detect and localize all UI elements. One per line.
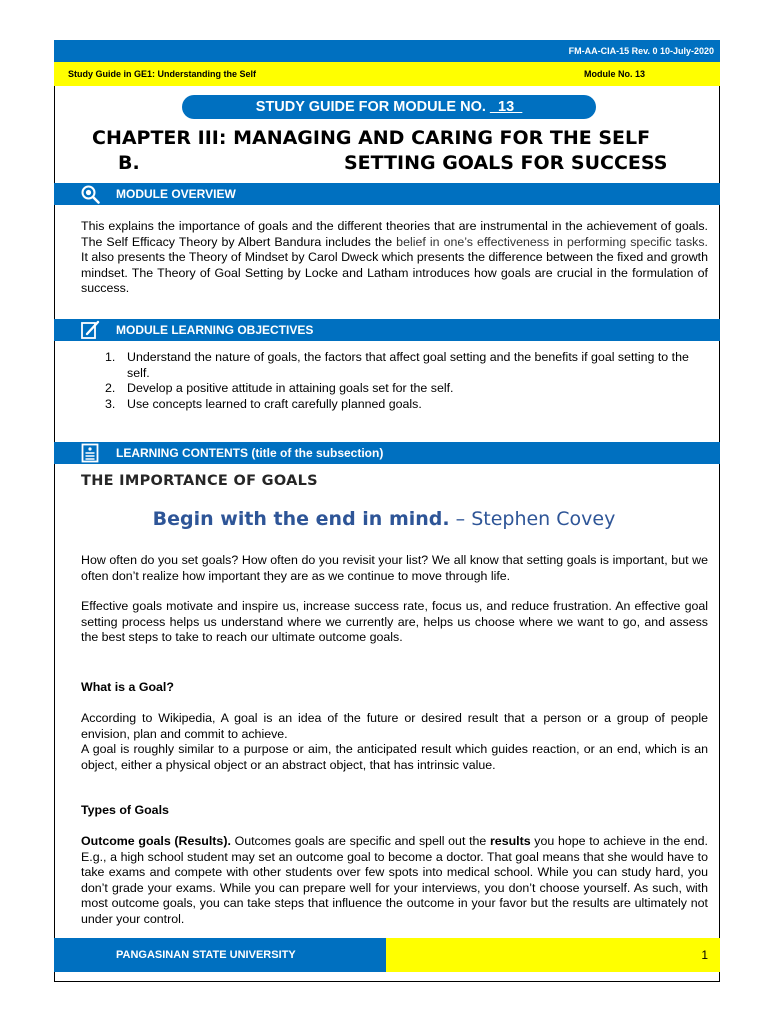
- paragraph-effective-goals: Effective goals motivate and inspire us, increase success rate, focus us, and reduce frustration. An effective goal setting process helps us understand where we currently are, helps us choose where we want to go, and assess the best steps to take to reach our ultimate outcome goals.: [81, 599, 708, 644]
- section-learning-objectives: [54, 319, 720, 341]
- objectives-list: [81, 350, 708, 412]
- pencil-edit-icon: [80, 320, 100, 340]
- section-module-overview: [54, 183, 720, 205]
- form-code-bar: [54, 40, 720, 62]
- overview-text-2: It also presents the Theory of Mindset by Carol Dweck which presents the difference between the fixed and growth mindset. The Theory of Goal Setting by Locke and Latham introduces how goals are crucial in the formulation of success.: [81, 250, 708, 295]
- what-is-goal-heading: What is a Goal?: [81, 680, 174, 694]
- overview-paragraph: [81, 219, 708, 297]
- module-number: Module No. 13: [584, 69, 646, 79]
- outcome-bold: results: [489, 834, 531, 848]
- course-bar: [54, 62, 720, 86]
- list-text: Use concepts learned to craft carefully planned goals.: [127, 396, 422, 411]
- list-number: 1.: [105, 350, 116, 364]
- types-of-goals-heading: Types of Goals: [81, 803, 169, 817]
- paragraph-wikipedia: According to Wikipedia, A goal is an idea of the future or desired result that a person or a group of people envision, plan and commit to achieve.: [81, 711, 708, 741]
- list-number: 3.: [105, 396, 116, 411]
- footer-university: [54, 938, 386, 972]
- covey-quote: [0, 508, 768, 530]
- outcome-label: Outcome goals (Results).: [81, 834, 231, 848]
- form-code: FM-AA-CIA-15 Rev. 0 10-July-2020: [568, 46, 714, 56]
- overview-text-1: This explains the importance of goals and the different theories that are instrumental in the achievement of goals. The Self Efficacy Theory by Albert Bandura includes the: [81, 219, 708, 249]
- paragraph-goal-definition: A goal is roughly similar to a purpose or aim, the anticipated result which guides reaction, or an end, which is an object, either a physical object or an abstract object, that has intrinsic value.: [81, 742, 708, 772]
- paragraph-how-often: How often do you set goals? How often do you revisit your list? We all know that setting goals is important, but we often don’t realize how important they are as we continue to move through life.: [81, 553, 708, 583]
- chapter-subtitle: SETTING GOALS FOR SUCCESS: [344, 152, 668, 174]
- content-heading: THE IMPORTANCE OF GOALS: [81, 473, 318, 489]
- chapter-line-2: [92, 151, 712, 176]
- outcome-text-2: you hope to achieve in the end. E.g., a high school student may set an outcome goal to become a doctor. That goal means that she would have to take exams and compete with other students over few spots into medical school. While you can study hard, you don’t grade your exams. While you can prepare well for your interviews, you don’t choose yourself. As such, with most outcome goals, you can take steps that influence the outcome in your favor but the results are ultimately not under your control.: [81, 834, 708, 926]
- section-learning-contents: [54, 442, 720, 464]
- quote-text: Begin with the end in mind.: [152, 508, 450, 530]
- overview-highlight: belief in one’s effectiveness in performing specific tasks.: [396, 234, 708, 249]
- university-name: PANGASINAN STATE UNIVERSITY: [116, 949, 296, 961]
- section-label: LEARNING CONTENTS (title of the subsection): [116, 446, 384, 460]
- list-item: [81, 381, 708, 397]
- footer-page: [386, 938, 720, 972]
- list-number: 2.: [105, 381, 116, 395]
- magnifier-icon: [80, 184, 100, 204]
- list-text: Understand the nature of goals, the factors that affect goal setting and the benefits if goal setting to the self.: [127, 350, 689, 380]
- section-label: MODULE OVERVIEW: [116, 187, 236, 201]
- quote-author: – Stephen Covey: [449, 508, 616, 530]
- chapter-letter: B.: [118, 152, 140, 174]
- page-number: 1: [701, 948, 708, 962]
- chapter-line-1: CHAPTER III: MANAGING AND CARING FOR THE SELF: [92, 127, 651, 149]
- list-item: [81, 350, 708, 381]
- study-guide-prefix: STUDY GUIDE FOR MODULE NO.: [255, 99, 490, 115]
- paragraph-outcome-goals: [81, 834, 708, 927]
- study-guide-title: [182, 95, 596, 119]
- study-guide-number: _13_: [489, 99, 523, 115]
- outcome-text-1: Outcomes goals are specific and spell out the: [230, 834, 490, 848]
- list-text: Develop a positive attitude in attaining goals set for the self.: [127, 381, 454, 395]
- document-icon: [80, 443, 100, 463]
- course-title: Study Guide in GE1: Understanding the Self: [68, 69, 257, 79]
- section-label: MODULE LEARNING OBJECTIVES: [116, 323, 314, 337]
- list-item: [81, 397, 708, 413]
- chapter-title: [92, 126, 712, 176]
